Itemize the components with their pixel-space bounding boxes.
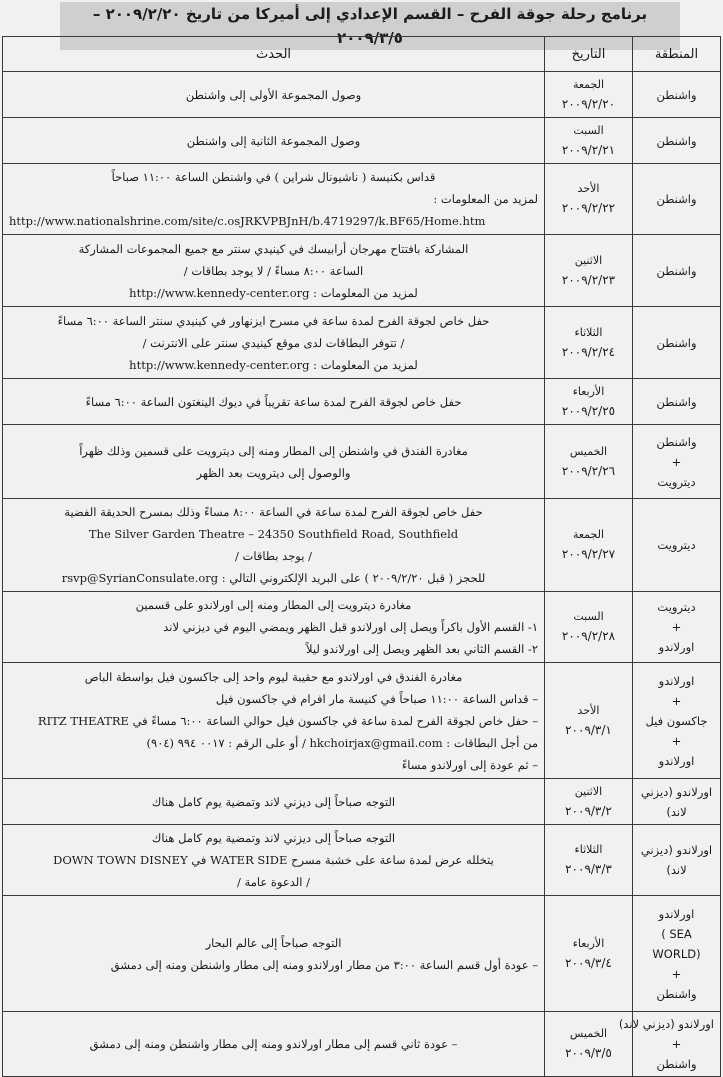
table-row xyxy=(3,1012,721,1077)
event-line: لمزيد من المعلومات : http://www.kennedy-center.org xyxy=(129,357,418,372)
event-line: وصول المجموعة الأولى إلى واشنطن xyxy=(185,87,362,102)
page-title: برنامج رحلة جوقة الفرح – القسم الإعدادي إلى أميركا من تاريخ ٢٠٠٩/٢/٢٠ – ٢٠٠٩/٣/٥ xyxy=(60,2,680,50)
event-cell xyxy=(3,72,545,118)
date-value: ٢٠٠٩/٢/٢٨ xyxy=(561,629,616,643)
region-cell xyxy=(633,825,721,896)
event-line: The Silver Garden Theatre – 24350 Southfield Road, Southfield xyxy=(88,527,459,541)
region-text: + xyxy=(671,1037,682,1051)
region-text: لاند) xyxy=(666,863,687,877)
date-value: ٢٠٠٩/٢/٢٣ xyxy=(561,272,616,287)
date-value: ٢٠٠٩/٣/٢ xyxy=(565,803,612,818)
event-cell xyxy=(3,1012,545,1077)
region-text: واشنطن xyxy=(656,87,697,102)
date-cell xyxy=(545,164,633,235)
event-line: المشاركة بافتتاح مهرجان أرابيسك في كينيدي سنتر مع جميع المجموعات المشاركة xyxy=(78,241,469,256)
event-cell xyxy=(3,825,545,896)
table-row xyxy=(3,663,721,779)
region-cell xyxy=(633,235,721,307)
region-cell xyxy=(633,499,721,592)
date-value: ٢٠٠٩/٢/٢٥ xyxy=(561,403,616,418)
table-row xyxy=(3,72,721,118)
date-value: ٢٠٠٩/٣/٤ xyxy=(565,955,612,970)
day-name: الجمعة xyxy=(572,77,605,91)
event-line: والوصول إلى ديترويت بعد الظهر xyxy=(196,465,351,480)
region-text: + xyxy=(671,966,682,981)
region-cell xyxy=(633,425,721,499)
schedule-table xyxy=(2,36,721,1077)
date-cell xyxy=(545,896,633,1012)
region-text: اورلاندو (ديزني لاند) xyxy=(618,1017,714,1031)
event-line: ١- القسم الأول باكراً ويصل إلى اورلاندو قبل الظهر ويمضي اليوم في ديزني لاند xyxy=(163,620,538,634)
region-text: لاند) xyxy=(666,804,687,819)
date-cell xyxy=(545,663,633,779)
day-name: الأحد xyxy=(577,182,600,195)
date-cell xyxy=(545,825,633,896)
day-name: السبت xyxy=(573,610,604,623)
date-value: ٢٠٠٩/٣/٣ xyxy=(565,862,612,876)
header-date: التاريخ xyxy=(545,37,633,72)
table-row xyxy=(3,118,721,164)
day-name: الاثنين xyxy=(574,784,603,798)
region-text: + xyxy=(671,693,682,708)
region-text: ديترويت xyxy=(657,474,696,489)
region-text: اورلاندو xyxy=(658,640,695,654)
event-cell xyxy=(3,164,545,235)
table-row xyxy=(3,499,721,592)
table-row xyxy=(3,896,721,1012)
region-text: اورلاندو xyxy=(658,673,695,688)
date-cell xyxy=(545,72,633,118)
region-text: واشنطن xyxy=(656,1057,697,1071)
region-cell xyxy=(633,379,721,425)
date-value: ٢٠٠٩/٢/٢٢ xyxy=(561,201,616,215)
region-cell xyxy=(633,164,721,235)
event-line: مغادرة الفندق في واشنطن إلى المطار ومنه إلى ديترويت على قسمين وذلك ظهراً xyxy=(79,443,468,458)
event-line: الساعة ٨:٠٠ مساءً / لا يوجد بطاقات / xyxy=(183,263,364,278)
day-name: الجمعة xyxy=(572,528,605,541)
day-name: الخميس xyxy=(569,444,608,458)
day-name: الأربعاء xyxy=(572,384,605,398)
event-cell xyxy=(3,307,545,379)
event-line: حفل خاص لجوقة الفرح لمدة ساعة في مسرح ايزنهاور في كينيدي سنتر الساعة ٦:٠٠ مساءً xyxy=(57,313,490,328)
day-name: الاثنين xyxy=(574,253,603,267)
region-text: واشنطن xyxy=(656,394,697,409)
event-cell xyxy=(3,663,545,779)
region-text: واشنطن xyxy=(656,434,697,449)
region-cell xyxy=(633,896,721,1012)
event-line: ٢- القسم الثاني بعد الظهر ويصل إلى اورلاندو ليلاً xyxy=(306,642,538,656)
event-line: للحجز ( قبل ٢٠٠٩/٢/٢٠ ) على البريد الإلكتروني التالي : rsvp@SyrianConsulate.org xyxy=(61,571,486,585)
event-line: حفل خاص لجوقة الفرح لمدة ساعة تقريباً في ديوك الينغتون الساعة ٦:٠٠ مساءً xyxy=(85,394,462,409)
region-text: واشنطن xyxy=(656,335,697,350)
event-line: – عودة أول قسم الساعة ٣:٠٠ من مطار اورلاندو ومنه إلى مطار واشنطن ومنه إلى دمشق xyxy=(110,957,538,972)
day-name: الأحد xyxy=(577,703,600,717)
date-cell xyxy=(545,499,633,592)
event-line: من أجل البطاقات : hkchoirjax@gmail.com / أو على الرقم : ٠٠١٧ ٩٩٤ (٩٠٤) xyxy=(146,735,538,750)
region-text: اورلاندو xyxy=(658,906,695,921)
date-cell xyxy=(545,307,633,379)
event-line: التوجه صباحاً إلى ديزني لاند وتمضية يوم كامل هناك xyxy=(151,831,396,845)
event-cell xyxy=(3,425,545,499)
region-text: SEA ) xyxy=(661,926,692,941)
event-line: http://www.nationalshrine.com/site/c.osJRKVPBJnH/b.4719297/k.BF65/Home.htm xyxy=(9,214,486,228)
region-text: واشنطن xyxy=(656,133,697,148)
date-value: ٢٠٠٩/٢/٢٤ xyxy=(561,344,616,359)
table-row xyxy=(3,592,721,663)
table-row xyxy=(3,825,721,896)
date-value: ٢٠٠٩/٣/٥ xyxy=(565,1046,612,1060)
date-cell xyxy=(545,118,633,164)
date-value: ٢٠٠٩/٢/٢٠ xyxy=(561,96,616,111)
region-cell xyxy=(633,118,721,164)
table-row xyxy=(3,379,721,425)
event-line: / تتوفر البطاقات لدى موقع كينيدي سنتر على الانترنت / xyxy=(142,335,405,350)
region-cell xyxy=(633,72,721,118)
header-region: المنطقة xyxy=(633,37,721,72)
header-event: الحدث xyxy=(3,37,545,72)
date-cell xyxy=(545,425,633,499)
date-cell xyxy=(545,379,633,425)
date-value: ٢٠٠٩/٢/٢٦ xyxy=(561,463,616,478)
event-line: – ثم عودة إلى اورلاندو مساءً xyxy=(401,757,538,772)
region-text: واشنطن xyxy=(656,263,697,278)
table-row xyxy=(3,779,721,825)
event-cell xyxy=(3,499,545,592)
region-text: واشنطن xyxy=(656,986,697,1001)
region-cell xyxy=(633,307,721,379)
region-text: + xyxy=(671,733,682,748)
event-line: مغادرة ديترويت إلى المطار ومنه إلى اورلاندو على قسمين xyxy=(135,598,412,612)
date-value: ٢٠٠٩/٢/٢١ xyxy=(561,142,616,157)
event-line: لمزيد من المعلومات : http://www.kennedy-center.org xyxy=(129,285,418,300)
table-row xyxy=(3,307,721,379)
event-line: – حفل خاص لجوقة الفرح لمدة ساعة في جاكسون فيل حوالي الساعة ٦:٠٠ مساءً في RITZ THEATRE xyxy=(37,713,538,728)
table-body xyxy=(3,72,721,1077)
region-text: اورلاندو (ديزني xyxy=(640,843,713,857)
table-row xyxy=(3,425,721,499)
table-row xyxy=(3,235,721,307)
day-name: الأربعاء xyxy=(572,936,605,950)
event-line: / يوجد بطاقات / xyxy=(235,549,312,563)
date-value: ٢٠٠٩/٣/١ xyxy=(565,722,612,737)
date-cell xyxy=(545,235,633,307)
event-line: يتخلله عرض لمدة ساعة على خشبة مسرح WATER SIDE في DOWN TOWN DISNEY xyxy=(53,853,494,867)
event-line: قداس بكنيسة ( ناشيونال شراين ) في واشنطن الساعة ١١:٠٠ صباحاً xyxy=(111,170,436,184)
event-line: مغادرة الفندق في اورلاندو مع حقيبة ليوم واحد إلى جاكسون فيل بواسطة الباص xyxy=(84,669,463,684)
region-cell xyxy=(633,592,721,663)
event-cell xyxy=(3,118,545,164)
table-header-row xyxy=(3,37,721,72)
region-cell xyxy=(633,779,721,825)
region-text: (WORLD xyxy=(652,946,701,961)
event-cell xyxy=(3,592,545,663)
event-line: – قداس الساعة ١١:٠٠ صباحاً في كنيسة مار افرام في جاكسون فيل xyxy=(215,691,538,706)
event-cell xyxy=(3,235,545,307)
event-line: حفل خاص لجوقة الفرح لمدة ساعة في الساعة ٨:٠٠ مساءً وذلك بمسرح الحديقة الفضية xyxy=(64,505,483,519)
region-text: + xyxy=(671,620,682,634)
event-cell xyxy=(3,779,545,825)
table-row xyxy=(3,164,721,235)
event-cell xyxy=(3,896,545,1012)
region-text: اورلاندو (ديزني xyxy=(640,784,713,799)
event-line: / الدعوة عامة / xyxy=(237,875,310,889)
region-text: + xyxy=(671,454,682,469)
event-line: التوجه صباحاً إلى ديزني لاند وتمضية يوم كامل هناك xyxy=(151,794,396,809)
day-name: الثلاثاء xyxy=(574,843,603,856)
event-line: – عودة ثاني قسم إلى مطار اورلاندو ومنه إلى مطار واشنطن ومنه إلى دمشق xyxy=(89,1037,458,1051)
day-name: السبت xyxy=(573,123,604,137)
event-line: التوجه صباحاً إلى عالم البحار xyxy=(205,935,342,950)
region-cell xyxy=(633,663,721,779)
date-cell xyxy=(545,779,633,825)
region-text: واشنطن xyxy=(656,192,697,206)
region-text: ديترويت xyxy=(657,600,696,614)
event-line: لمزيد من المعلومات : xyxy=(433,192,538,206)
day-name: الثلاثاء xyxy=(574,325,603,339)
region-text: جاكسون فيل xyxy=(645,713,708,728)
day-name: الخميس xyxy=(569,1027,608,1040)
event-cell xyxy=(3,379,545,425)
date-cell xyxy=(545,592,633,663)
region-text: ديترويت xyxy=(657,538,696,552)
event-line: وصول المجموعة الثانية إلى واشنطن xyxy=(186,133,361,148)
date-value: ٢٠٠٩/٢/٢٧ xyxy=(561,547,616,561)
region-text: اورلاندو xyxy=(658,753,695,768)
region-cell xyxy=(618,1012,721,1077)
